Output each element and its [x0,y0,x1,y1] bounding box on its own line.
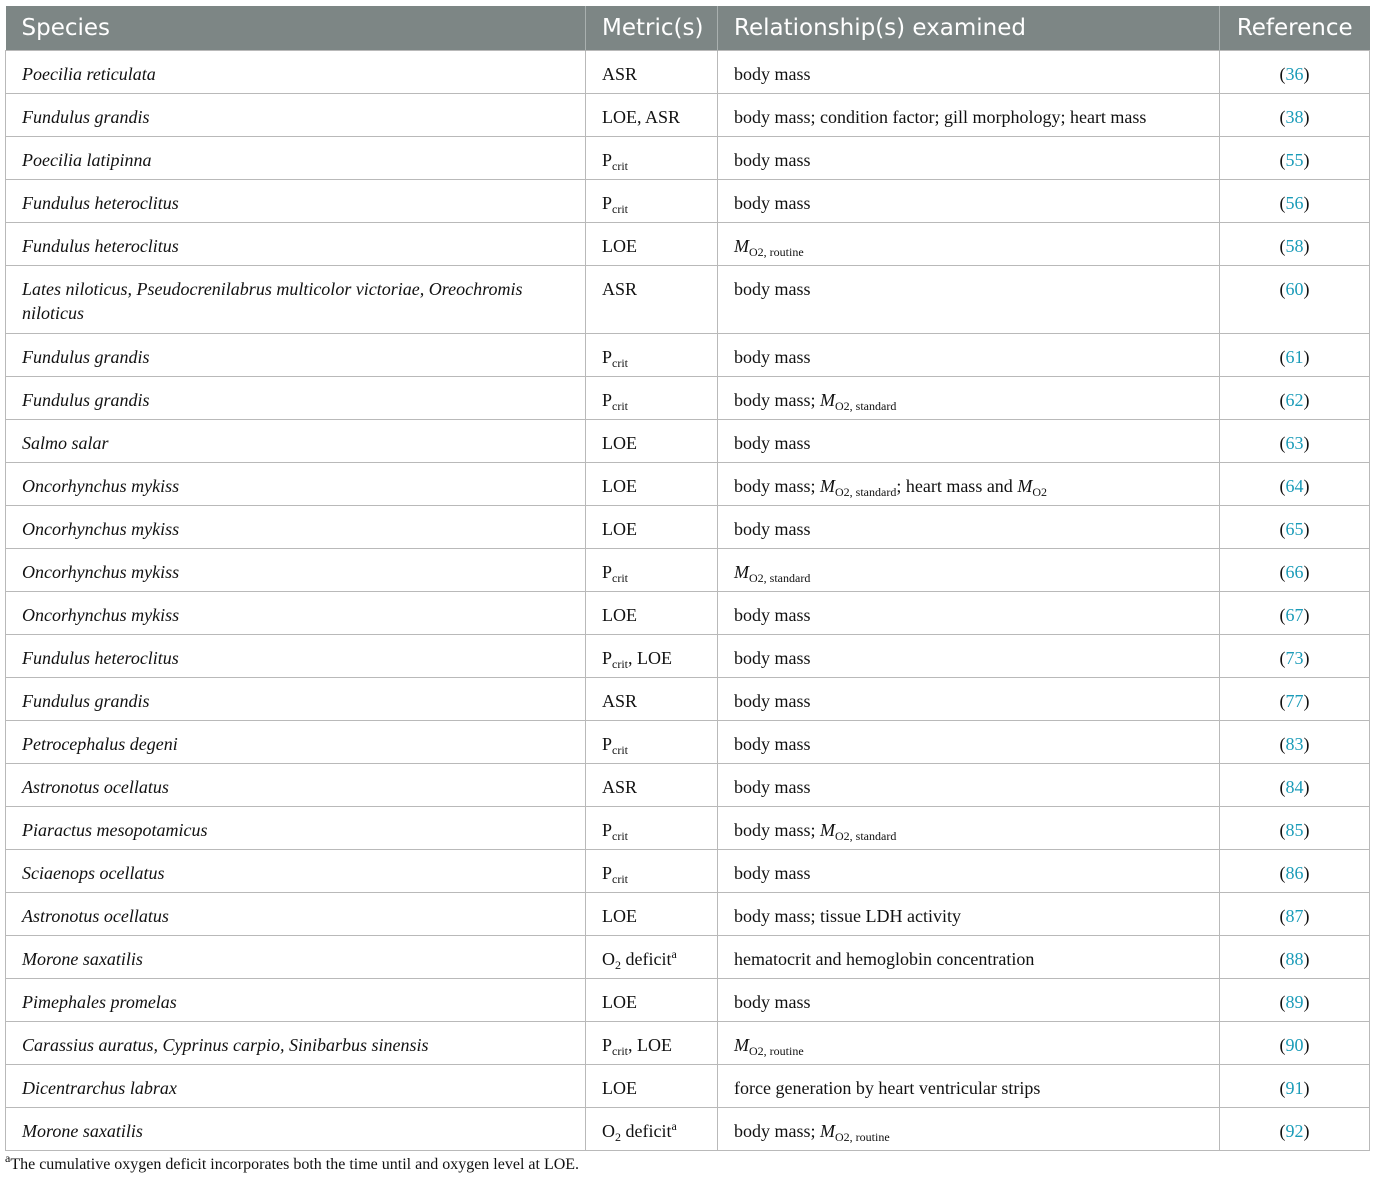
mo2-subscript: O2, routine [835,1130,890,1144]
relationship-cell: body mass [718,266,1220,334]
relationship-cell [718,463,1220,506]
relationship-cell [718,1108,1220,1151]
reference-link[interactable]: 83 [1285,734,1304,754]
mo2-subscript: O2, standard [835,399,897,413]
reference-link[interactable]: 66 [1285,562,1304,582]
species-cell: Poecilia latipinna [6,137,586,180]
reference-link[interactable]: 73 [1285,648,1304,668]
reference-link[interactable]: 92 [1285,1121,1304,1141]
reference-cell: (63) [1220,420,1370,463]
relationship-cell: body mass [718,721,1220,764]
species-cell: Oncorhynchus mykiss [6,592,586,635]
table-row [6,807,1370,850]
metric-subscript: crit [612,743,629,757]
relationship-cell [718,223,1220,266]
mo2-subscript: O2, routine [749,1044,804,1058]
reference-cell: (87) [1220,893,1370,936]
table-row [6,1065,1370,1108]
relationship-cell: body mass; condition factor; gill morphology; heart mass [718,94,1220,137]
metric-base: P [602,390,613,410]
metric-cell: LOE [586,1065,718,1108]
table-row [6,463,1370,506]
metric-base: P [602,820,613,840]
reference-link[interactable]: 55 [1285,150,1304,170]
reference-cell: (65) [1220,506,1370,549]
metric-base: P [602,347,613,367]
relationship-cell: body mass [718,506,1220,549]
reference-cell: (88) [1220,936,1370,979]
relationship-cell: body mass; tissue LDH activity [718,893,1220,936]
footnote-marker: a [671,947,677,961]
reference-cell: (92) [1220,1108,1370,1151]
metric-cell [586,377,718,420]
relationship-cell [718,807,1220,850]
table-row [6,764,1370,807]
metric-base: P [602,193,613,213]
reference-link[interactable]: 64 [1285,476,1304,496]
footnote-mark: a [5,1151,11,1165]
mo2-symbol: M [1017,476,1033,496]
table-row [6,506,1370,549]
metric-cell [586,721,718,764]
species-cell: Petrocephalus degeni [6,721,586,764]
mo2-symbol: M [734,562,749,582]
table-row [6,721,1370,764]
reference-link[interactable]: 58 [1285,236,1304,256]
metric-cell: ASR [586,678,718,721]
relationship-cell: hematocrit and hemoglobin concentration [718,936,1220,979]
relationship-cell [718,1022,1220,1065]
reference-cell: (38) [1220,94,1370,137]
relationship-cell: force generation by heart ventricular strips [718,1065,1220,1108]
species-cell: Fundulus heteroclitus [6,180,586,223]
reference-cell: (91) [1220,1065,1370,1108]
relationship-cell: body mass [718,635,1220,678]
metric-suffix: deficit [621,949,672,969]
table-body [6,51,1370,1151]
table-row [6,592,1370,635]
species-cell: Oncorhynchus mykiss [6,463,586,506]
footnote-marker: a [671,1119,677,1133]
metric-base: P [602,562,613,582]
table-row [6,377,1370,420]
metric-base: P [602,150,613,170]
metric-suffix: deficit [621,1121,672,1141]
relationship-text: body mass; [734,820,821,840]
metric-cell [586,180,718,223]
reference-link[interactable]: 60 [1285,279,1304,299]
mo2-subscript: O2, standard [835,485,897,499]
metric-cell [586,936,718,979]
reference-link[interactable]: 61 [1285,347,1304,367]
table-row [6,936,1370,979]
species-cell: Sciaenops ocellatus [6,850,586,893]
reference-link[interactable]: 84 [1285,777,1304,797]
relationship-text: body mass; [734,1121,821,1141]
metric-cell: ASR [586,51,718,94]
footnote-text: The cumulative oxygen deficit incorporates both the time until and oxygen level at LOE. [10,1156,580,1173]
mo2-subscript: O2, standard [835,829,897,843]
table-row [6,51,1370,94]
reference-link[interactable]: 85 [1285,820,1304,840]
relationship-cell [718,377,1220,420]
species-cell: Pimephales promelas [6,979,586,1022]
species-cell: Salmo salar [6,420,586,463]
species-cell: Lates niloticus, Pseudocrenilabrus multicolor victoriae, Oreochromis niloticus [6,266,586,334]
metric-cell [586,137,718,180]
species-cell: Morone saxatilis [6,936,586,979]
reference-link[interactable]: 87 [1285,906,1304,926]
table-row [6,1108,1370,1151]
metric-cell [586,850,718,893]
reference-cell: (84) [1220,764,1370,807]
species-cell: Oncorhynchus mykiss [6,549,586,592]
mo2-symbol: M [820,476,836,496]
mo2-symbol: M [734,1035,749,1055]
header-reference: Reference [1220,6,1370,51]
reference-cell: (77) [1220,678,1370,721]
metric-suffix: , LOE [628,1035,673,1055]
reference-link[interactable]: 86 [1285,863,1304,883]
reference-cell: (86) [1220,850,1370,893]
reference-cell: (56) [1220,180,1370,223]
reference-cell: (60) [1220,266,1370,334]
metric-cell [586,1108,718,1151]
metric-subscript: crit [612,829,629,843]
relationship-cell: body mass [718,180,1220,223]
species-cell: Fundulus grandis [6,678,586,721]
species-cell: Astronotus ocellatus [6,764,586,807]
mo2-symbol: M [820,820,836,840]
relationship-cell: body mass [718,51,1220,94]
metric-subscript: crit [612,399,629,413]
table-footnote [5,1151,580,1174]
species-cell: Dicentrarchus labrax [6,1065,586,1108]
species-cell: Astronotus ocellatus [6,893,586,936]
reference-link[interactable]: 63 [1285,433,1304,453]
metric-base: P [602,863,613,883]
metric-cell: LOE [586,420,718,463]
species-table [5,6,1370,1151]
metric-suffix: , LOE [628,648,673,668]
reference-cell: (83) [1220,721,1370,764]
species-cell: Fundulus grandis [6,94,586,137]
metric-cell [586,549,718,592]
relationship-text: body mass; [734,476,821,496]
metric-base: O [602,949,615,969]
reference-cell: (36) [1220,51,1370,94]
metric-cell: LOE [586,979,718,1022]
reference-link[interactable]: 36 [1285,64,1304,84]
header-metric: Metric(s) [586,6,718,51]
reference-cell: (90) [1220,1022,1370,1065]
reference-link[interactable]: 88 [1285,949,1304,969]
table-row [6,94,1370,137]
metric-subscript: crit [612,872,629,886]
metric-subscript: 2 [615,958,621,972]
relationship-text: ; heart mass and [896,476,1018,496]
table-row [6,223,1370,266]
reference-link[interactable]: 90 [1285,1035,1304,1055]
metric-base: P [602,1035,613,1055]
metric-cell [586,334,718,377]
reference-link[interactable]: 91 [1285,1078,1304,1098]
metric-subscript: crit [612,202,629,216]
mo2-symbol: M [820,390,836,410]
species-cell: Poecilia reticulata [6,51,586,94]
metric-cell: ASR [586,764,718,807]
metric-cell [586,635,718,678]
species-cell: Fundulus heteroclitus [6,223,586,266]
species-cell: Fundulus grandis [6,334,586,377]
metric-base: O [602,1121,615,1141]
metric-subscript: crit [612,1044,629,1058]
relationship-text: body mass; [734,390,821,410]
mo2-subscript: O2, standard [749,571,811,585]
reference-cell: (62) [1220,377,1370,420]
reference-cell: (58) [1220,223,1370,266]
mo2-symbol: M [820,1121,836,1141]
relationship-cell: body mass [718,420,1220,463]
metric-cell: LOE [586,506,718,549]
reference-link[interactable]: 89 [1285,992,1304,1012]
species-cell: Fundulus heteroclitus [6,635,586,678]
table-row [6,420,1370,463]
table-row [6,549,1370,592]
table-row [6,893,1370,936]
header-species: Species [6,6,586,51]
table-row [6,635,1370,678]
mo2-symbol: M [734,236,749,256]
table-row [6,979,1370,1022]
table-row [6,850,1370,893]
relationship-cell [718,549,1220,592]
metric-base: P [602,648,613,668]
metric-cell: LOE, ASR [586,94,718,137]
metric-cell: LOE [586,592,718,635]
reference-link[interactable]: 65 [1285,519,1304,539]
reference-cell: (73) [1220,635,1370,678]
metric-subscript: crit [612,657,629,671]
metric-base: P [602,734,613,754]
reference-link[interactable]: 62 [1285,390,1304,410]
relationship-cell: body mass [718,137,1220,180]
reference-link[interactable]: 38 [1285,107,1304,127]
metric-subscript: 2 [615,1130,621,1144]
table-row [6,678,1370,721]
metric-cell: LOE [586,463,718,506]
table-row [6,1022,1370,1065]
reference-cell: (67) [1220,592,1370,635]
table-row [6,137,1370,180]
relationship-cell: body mass [718,764,1220,807]
mo2-subscript: O2, routine [749,245,804,259]
metric-cell [586,1022,718,1065]
relationship-cell: body mass [718,678,1220,721]
reference-cell: (61) [1220,334,1370,377]
reference-link[interactable]: 56 [1285,193,1304,213]
reference-cell: (55) [1220,137,1370,180]
species-cell: Carassius auratus, Cyprinus carpio, Sinibarbus sinensis [6,1022,586,1065]
relationship-cell: body mass [718,850,1220,893]
reference-link[interactable]: 77 [1285,691,1304,711]
species-cell: Oncorhynchus mykiss [6,506,586,549]
relationship-cell: body mass [718,334,1220,377]
table-row [6,180,1370,223]
reference-cell: (66) [1220,549,1370,592]
table-row [6,334,1370,377]
mo2-subscript: O2 [1032,485,1047,499]
metric-subscript: crit [612,571,629,585]
species-cell: Fundulus grandis [6,377,586,420]
header-relationship: Relationship(s) examined [718,6,1220,51]
reference-cell: (89) [1220,979,1370,1022]
species-cell: Morone saxatilis [6,1108,586,1151]
metric-subscript: crit [612,356,629,370]
metric-cell: LOE [586,223,718,266]
relationship-cell: body mass [718,979,1220,1022]
metric-cell: LOE [586,893,718,936]
table-row [6,266,1370,334]
reference-link[interactable]: 67 [1285,605,1304,625]
table-header-row [6,6,1370,51]
metric-cell: ASR [586,266,718,334]
reference-cell: (85) [1220,807,1370,850]
relationship-cell: body mass [718,592,1220,635]
reference-cell: (64) [1220,463,1370,506]
metric-subscript: crit [612,159,629,173]
species-cell: Piaractus mesopotamicus [6,807,586,850]
metric-cell [586,807,718,850]
